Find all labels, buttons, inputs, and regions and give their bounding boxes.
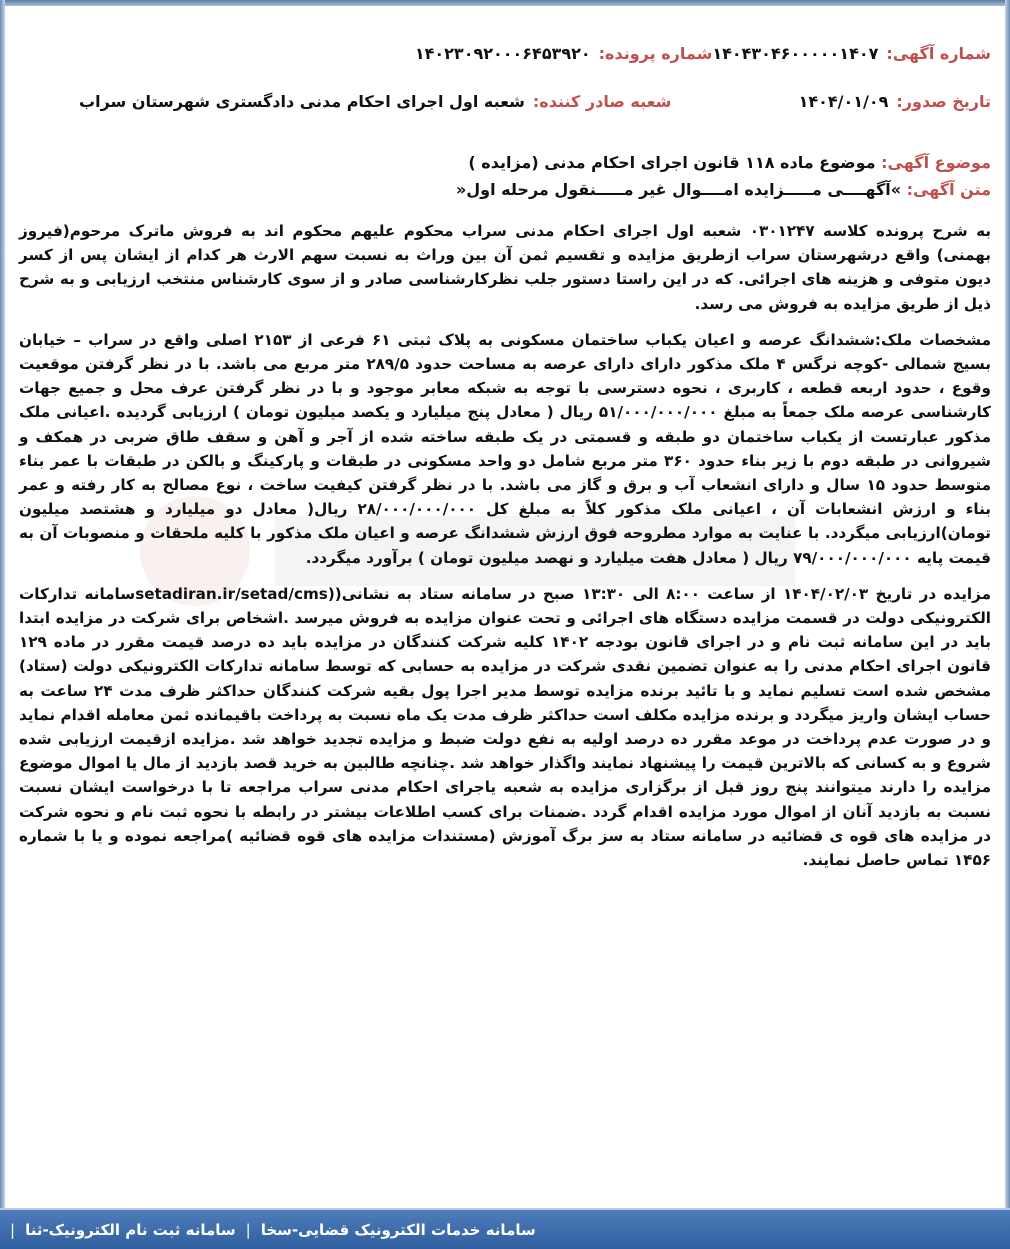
meta-row-numbers — [19, 44, 991, 63]
paragraph-property-details: مشخصات ملک:ششدانگ عرصه و اعیان یکباب ساختمان مسکونی به پلاک ثبتی ۶۱ فرعی از ۲۱۵۳ اصلی واقع در سراب – خیابان بسیج شمالی -کوچه نرگس ۴ ملک مذکور دارای دارای عرصه به مساحت حدود ۲۸۹/۵ متر مربع می باشد. با در نظر گرفتن موقعیت وقوع ، حدود اربعه قطعه ، کاربری ، نحوه دسترسی با توجه به شبکه معابر موجود و با در نظر گرفتن عرف محل و جمیع جهات کارشناسی عرصه ملک جمعاً به مبلغ ۵۱/۰۰۰/۰۰۰/۰۰۰ ریال ( معادل پنج میلیارد و یکصد میلیون تومان ) ارزیابی گردیده .اعیانی ملک مذکور عبارتست از یکباب ساختمان دو طبقه و قسمتی در یک طبقه ساخته شده از آجر و آهن و سقف طاق ضربی در همکف و شیروانی در طبقه دوم با زیر بناء حدود ۳۶۰ متر مربع شامل دو واحد مسکونی در طبقات و پارکینگ و بالکن در طبقات با عمر بناء متوسط حدود ۱۵ سال و دارای انشعاب آب و برق و گاز می باشد. با در نظر گرفتن کیفیت ساخت ، نوع مصالح به کار رفته و عمر بناء و ارزش انشعابات آن ، اعیانی ملک مذکور کلاً به مبلغ کل ۲۸/۰۰۰/۰۰۰/۰۰۰ ریال( معادل دو میلیارد و هشتصد میلیون تومان)ارزیابی میگردد. با عنایت به موارد مطروحه فوق ارزش ششدانگ عرصه و اعیان ملک مذکور با کلیه ملحقات و منصوبات آن به قیمت پایه ۷۹/۰۰۰/۰۰۰/۰۰۰ ریال ( معادل هفت میلیارد و نهصد میلیون تومان ) برآورد میگردد. — [19, 330, 992, 567]
footer-separator: | — [245, 1220, 251, 1239]
ad-text-heading — [19, 180, 991, 199]
footer-bar — [0, 1208, 1010, 1249]
case-number-label: شماره پرونده: — [598, 44, 713, 63]
ad-number-value: ۱۴۰۴۳۰۴۶۰۰۰۰۰۱۴۰۷ — [712, 44, 879, 63]
issue-date — [799, 92, 991, 111]
meta-row-dates — [19, 92, 991, 111]
issuer — [79, 92, 671, 111]
footer-link-sana[interactable]: سامانه ثبت نام الکترونیک-ثنا — [25, 1220, 236, 1239]
footer-separator-end: | — [10, 1220, 16, 1239]
notice-body — [19, 219, 991, 884]
ad-number-label: شماره آگهی: — [886, 44, 991, 63]
issuer-value: شعبه اول اجرای احکام مدنی دادگستری شهرستان سراب — [79, 92, 525, 111]
issue-date-label: تاریخ صدور: — [896, 92, 991, 111]
footer-link-sakha[interactable]: سامانه خدمات الکترونیک قضایی-سخا — [260, 1220, 536, 1239]
ad-text-label: متن آگهی: — [906, 180, 991, 199]
issue-date-value: ۱۴۰۴/۰۱/۰۹ — [798, 92, 889, 111]
notice-page — [5, 6, 1005, 1208]
subject-label: موضوع آگهی: — [881, 153, 991, 172]
ad-number — [712, 44, 991, 63]
case-number-value: ۱۴۰۲۳۰۹۲۰۰۰۶۴۵۳۹۲۰ — [414, 44, 591, 63]
paragraph-intro: به شرح پرونده کلاسه ۰۳۰۱۲۴۷ شعبه اول اجرای احکام مدنی سراب محکوم علیهم محکوم اند به فروش ماترک مرحوم(فیروز بهمنی) واقع درشهرستان سراب ازطریق مزایده و تقسیم ثمن آن بین وراث به نسبت سهم الارث هر کدام از ایشان پس از کسر دیون متوفی و هزینه های اجرائی. که در این راستا دستور جلب نظرکارشناسی صادر و از سوی کارشناس منتخب ارزیابی و به شرح ذیل از طریق مزایده به فروش می رسد. — [19, 222, 991, 313]
right-frame-border — [1005, 0, 1010, 1208]
ad-subject — [19, 153, 991, 172]
issuer-label: شعبه صادر کننده: — [532, 92, 672, 111]
subject-value: موضوع ماده ۱۱۸ قانون اجرای احکام مدنی (مزایده ) — [468, 153, 876, 172]
ad-text-title: »آگهــــی مـــــزایده امــــوال غیر مـــــنقول مرحله اول« — [455, 180, 902, 199]
case-number — [415, 44, 712, 63]
paragraph-auction-terms: مزایده در تاریخ ۱۴۰۴/۰۲/۰۳ از ساعت ۸:۰۰ الی ۱۳:۳۰ صبح در سامانه ستاد به نشانی((setadiran.ir/setad/cmsسامانه تدارکات الکترونیکی دولت در قسمت مزایده دستگاه های اجرائی و تحت عنوان مزایده به فروش میرسد .اشخاص برای شرکت در مزایده ابتدا باید در این سامانه ثبت نام و در اجرای قانون بودجه ۱۴۰۲ کلیه شرکت کنندگان در مزایده باید ده درصد قیمت مقرر در ماده ۱۲۹ قانون اجرای احکام مدنی را به عنوان تضمین نقدی شرکت در مزایده به حسابی که توسط سامانه تدارکات الکترونیکی دولت (ستاد) مشخص شده است تسلیم نماید و با تائید برنده مزایده توسط مدیر اجرا پول بقیه شرکت کنندگان حداکثر ظرف مدت ۲۴ ساعت به حساب ایشان واریز میگردد و برنده مزایده مکلف است حداکثر ظرف مدت یک ماه نسبت به پرداخت باقیمانده ثمن معامله اقدام نماید و در صورت عدم پرداخت در موعد مقرر ده درصد اولیه به نفع دولت ضبط و مزایده تجدید خواهد شد .مزایده ازقیمت ارزیابی شده شروع و به کسانی که بالاترین قیمت را پیشنهاد نمایند واگذار خواهد شد .چنانچه طالبین به خرید قصد بازدید از مال یا اموال موضوع مزایده را دارند میتوانند پنج روز قبل از برگزاری مزایده به شعبه یاجرای احکام مدنی سراب مراجعه تا با درخواست ایشان نسبت نسبت به بازدید آنان از اموال مورد مزایده اقدام گردد .ضمنات برای کسب اطلاعات بیشتر در رابطه با نحوه ثبت نام و نحوه شرکت در مزایده های قوه ی قضائیه در سامانه ستاد به سز برگ آموزش (مستندات مزایده های قوه قضائیه )مراجعه نموده و یا با شماره ۱۴۵۶ تماس حاصل نمایند. — [19, 584, 991, 870]
